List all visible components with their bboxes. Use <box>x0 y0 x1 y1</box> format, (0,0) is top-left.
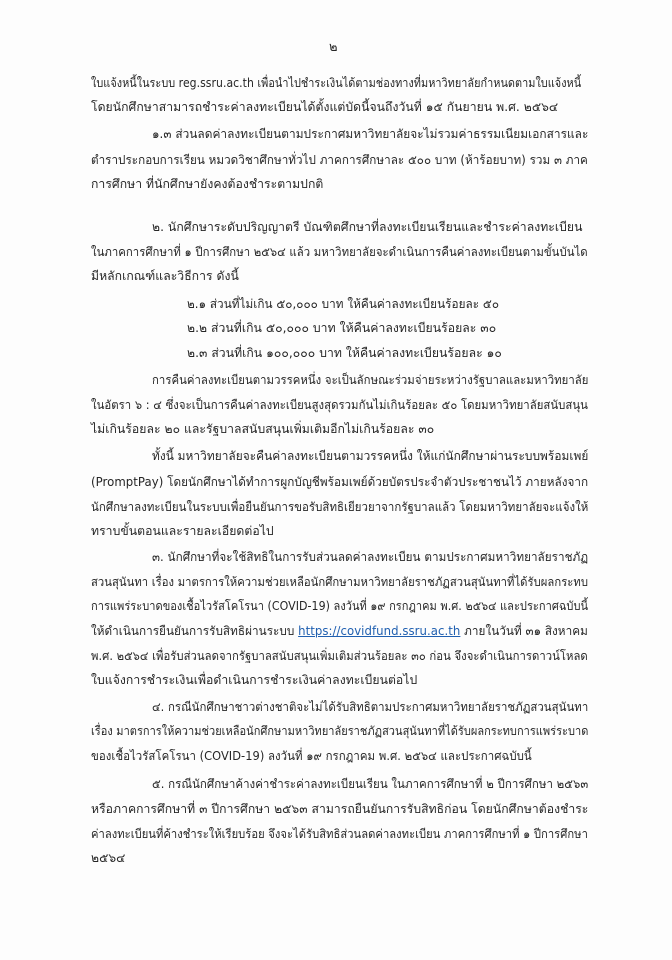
text-line: ๑.๓ ส่วนลดค่าลงทะเบียนตามประกาศมหาวิทยาลัยจะไม่รวมค่าธรรมเนียมเอกสารและ <box>152 127 589 141</box>
text-line: พ.ศ. ๒๕๖๔ เพื่อรับส่วนลดจากรัฐบาลสนับสนุนเพิ่มเติมส่วนร้อยละ ๓๐ ก่อน จึงจะดำเนินการดาวน์โหลด <box>91 649 588 663</box>
text-line: ในภาคการศึกษาที่ ๑ ปีการศึกษา ๒๕๖๔ แล้ว มหาวิทยาลัยจะดำเนินการคืนค่าลงทะเบียนตามขั้นบันได <box>91 245 588 259</box>
text-line: การศึกษา ที่นักศึกษายังคงต้องชำระตามปกติ <box>91 177 324 191</box>
text-line: สวนสุนันทา เรื่อง มาตรการให้ความช่วยเหลือนักศึกษามหาวิทยาลัยราชภัฏสวนสุนันทาที่ได้รับผลกระทบ <box>91 575 588 589</box>
page-number: ๒ <box>329 40 338 55</box>
text-line: ๔. กรณีนักศึกษาชาวต่างชาติจะไม่ได้รับสิทธิตามประกาศมหาวิทยาลัยราชภัฏสวนสุนันทา <box>152 700 589 714</box>
text-line: นักศึกษาลงทะเบียนในระบบเพื่อยืนยันการขอรับสิทธิเยียวยาจากรัฐบาลแล้ว โดยมหาวิทยาลัยจะแจ้งให้ <box>91 500 589 514</box>
text-line: (PromptPay) โดยนักศึกษาได้ทำการผูกบัญชีพร้อมเพย์ด้วยบัตรประจำตัวประชาชนไว้ ภายหลังจาก <box>91 475 589 489</box>
text-line: ให้ดำเนินการยืนยันการรับสิทธิผ่านระบบ https://covidfund.ssru.ac.th ภายในวันที่ ๓๑ สิงหาคม <box>91 624 588 638</box>
text-line: เรื่อง มาตรการให้ความช่วยเหลือนักศึกษามหาวิทยาลัยราชภัฏสวนสุนันทาที่ได้รับผลกระทบการแพร่ระบาด <box>91 724 589 738</box>
text-line: ๒.๑ ส่วนที่ไม่เกิน ๕๐,๐๐๐ บาท ให้คืนค่าลงทะเบียนร้อยละ ๕๐ <box>187 297 500 311</box>
text-line: มีหลักเกณฑ์และวิธีการ ดังนี้ <box>91 269 239 283</box>
text-line: ๓. นักศึกษาที่จะใช้สิทธิในการรับส่วนลดค่าลงทะเบียน ตามประกาศมหาวิทยาลัยราชภัฏ <box>152 550 589 564</box>
text-line: การคืนค่าลงทะเบียนตามวรรคหนึ่ง จะเป็นลักษณะร่วมจ่ายระหว่างรัฐบาลและมหาวิทยาลัย <box>152 373 589 387</box>
text-line: ตำราประกอบการเรียน หมวดวิชาศึกษาทั่วไป ภาคการศึกษาละ ๕๐๐ บาท (ห้าร้อยบาท) รวม ๓ ภาค <box>91 153 588 167</box>
text-line: ค่าลงทะเบียนที่ค้างชำระให้เรียบร้อย จึงจะได้รับสิทธิส่วนลดค่าลงทะเบียน ภาคการศึกษาที่ ๑ ปีการศึกษา <box>91 827 588 841</box>
covidfund-link[interactable]: https://covidfund.ssru.ac.th <box>298 624 461 638</box>
text-line: หรือภาคการศึกษาที่ ๓ ปีการศึกษา ๒๕๖๓ สามารถยืนยันการรับสิทธิก่อน โดยนักศึกษาต้องชำระ <box>91 802 589 816</box>
text-line: ในอัตรา ๖ : ๔ ซึ่งจะเป็นการคืนค่าลงทะเบียนสูงสุดรวมกันไม่เกินร้อยละ ๕๐ โดยมหาวิทยาลัยสนับสนุน <box>91 398 588 412</box>
text-line: ๒๕๖๔ <box>91 851 126 865</box>
text-line: ของเชื้อไวรัสโคโรนา (COVID-19) ลงวันที่ ๑๙ กรกฎาคม พ.ศ. ๒๕๖๔ และประกาศฉบับนี้ <box>91 749 532 763</box>
text-line: ๒.๒ ส่วนที่เกิน ๕๐,๐๐๐ บาท ให้คืนค่าลงทะเบียนร้อยละ ๓๐ <box>187 321 497 335</box>
text-line: โดยนักศึกษาสามารถชำระค่าลงทะเบียนได้ตั้งแต่บัดนี้จนถึงวันที่ ๑๕ กันยายน พ.ศ. ๒๕๖๔ <box>91 100 559 114</box>
text-line: ทั้งนี้ มหาวิทยาลัยจะคืนค่าลงทะเบียนตามวรรคหนึ่ง ให้แก่นักศึกษาผ่านระบบพร้อมเพย์ <box>152 449 589 463</box>
text-line: การแพร่ระบาดของเชื้อไวรัสโคโรนา (COVID-19) ลงวันที่ ๑๙ กรกฎาคม พ.ศ. ๒๕๖๔ และประกาศฉบับนี้ <box>91 599 589 613</box>
text-line: ใบแจ้งการชำระเงินเพื่อดำเนินการชำระเงินค่าลงทะเบียนต่อไป <box>91 673 418 687</box>
text-line: ๒. นักศึกษาระดับปริญญาตรี บัณฑิตศึกษาที่ลงทะเบียนเรียนและชำระค่าลงทะเบียน <box>152 220 583 234</box>
text-line: ไม่เกินร้อยละ ๒๐ และรัฐบาลสนับสนุนเพิ่มเติมอีกไม่เกินร้อยละ ๓๐ <box>91 422 435 436</box>
text-line: ทราบขั้นตอนและรายละเอียดต่อไป <box>91 524 274 538</box>
text-line: ใบแจ้งหนี้ในระบบ reg.ssru.ac.th เพื่อนำไปชำระเงินได้ตามช่องทางที่มหาวิทยาลัยกำหนดตามใบแจ้งหนี้ <box>91 76 582 90</box>
text-line: ๕. กรณีนักศึกษาค้างค่าชำระค่าลงทะเบียนเรียน ในภาคการศึกษาที่ ๒ ปีการศึกษา ๒๕๖๓ <box>152 777 589 791</box>
text-line: ๒.๓ ส่วนที่เกิน ๑๐๐,๐๐๐ บาท ให้คืนค่าลงทะเบียนร้อยละ ๑๐ <box>187 346 502 360</box>
